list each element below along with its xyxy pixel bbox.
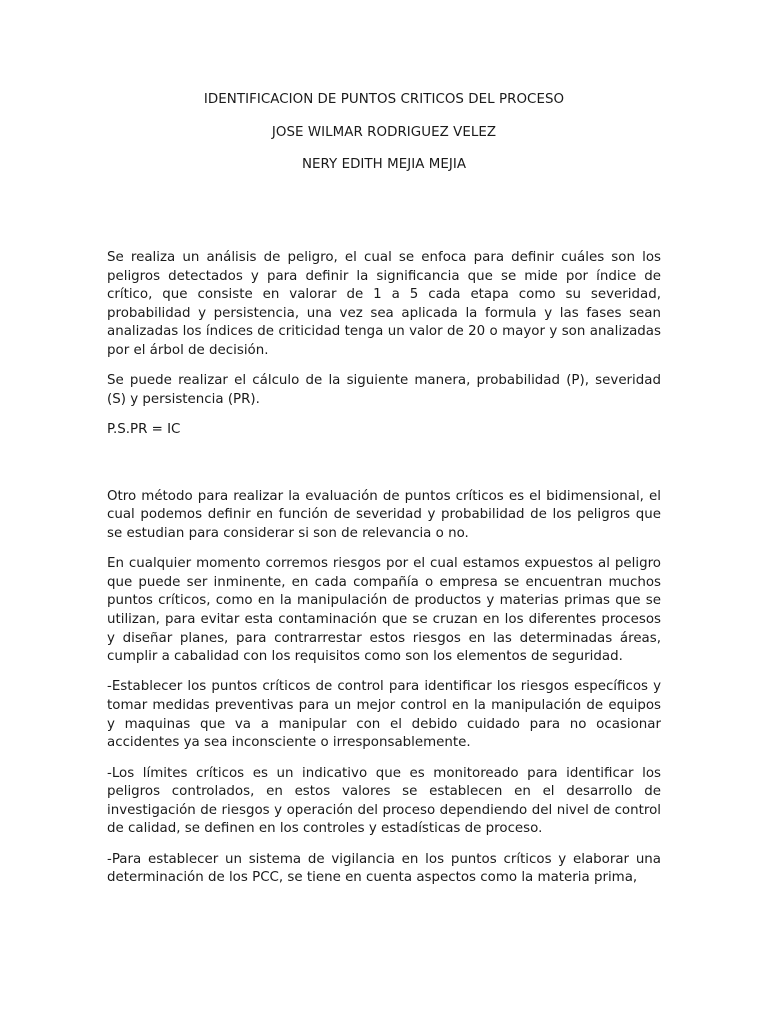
paragraph-calculation: Se puede realizar el cálculo de la siguiente manera, probabilidad (P), severidad (S) y persistencia (PR). (107, 373, 661, 407)
author-name-2: NERY EDITH MEJIA MEJIA (301, 157, 467, 172)
document-title: IDENTIFICACION DE PUNTOS CRITICOS DEL PROCESO (203, 92, 565, 107)
paragraph-hazard-analysis: Se realiza un análisis de peligro, el cual se enfoca para definir cuáles son los peligros detectados y para definir la significancia que se mide por índice de crítico, que consiste en valorar de 1 a 5 cada etapa como su severidad, probabilidad y persistencia, una vez sea aplicada la formula y las fases sean analizadas los índices de criticidad tenga un valor de 20 o mayor y son analizadas por el árbol de decisión. (107, 250, 661, 358)
formula-line: P.S.PR = IC (107, 422, 181, 438)
paragraph-bidimensional-method: Otro método para realizar la evaluación de puntos críticos es el bidimensional, el cual podemos definir en función de severidad y probabilidad de los peligros que se estudian para considerar si son de relevancia o no. (107, 488, 661, 541)
document-body (107, 249, 661, 899)
author-name-1: JOSE WILMAR RODRIGUEZ VELEZ (271, 124, 497, 140)
paragraph-monitoring-system: -Para establecer un sistema de vigilancia en los puntos críticos y elaborar una determinación de los PCC, se tiene en cuenta aspectos como la materia prima, (107, 851, 661, 886)
paragraph-critical-control-points: -Establecer los puntos críticos de control para identificar los riesgos específicos y tomar medidas preventivas para un mejor control en la manipulación de equipos y maquinas que va a manipular con el debido cuidado para no ocasionar accidentes ya sea inconsciente o irresponsablemente. (107, 679, 661, 751)
paragraph-critical-limits: -Los límites críticos es un indicativo que es monitoreado para identificar los peligros controlados, en estos valores se establecen en el desarrollo de investigación de riesgos y operación del proceso dependiendo del nivel de control de calidad, se definen en los controles y estadísticas de proceso. (107, 765, 661, 837)
document-header (0, 91, 768, 189)
paragraph-risks: En cualquier momento corremos riesgos por el cual estamos expuestos al peligro que puede ser inminente, en cada compañía o empresa se encuentran muchos puntos críticos, como en la manipulación de productos y materias primas que se utilizan, para evitar esta contaminación que se cruzan en los diferentes procesos y diseñar planes, para contrarrestar estos riesgos en las determinadas áreas, cumplir a cabalidad con los requisitos como son los elementos de seguridad. (107, 556, 661, 665)
